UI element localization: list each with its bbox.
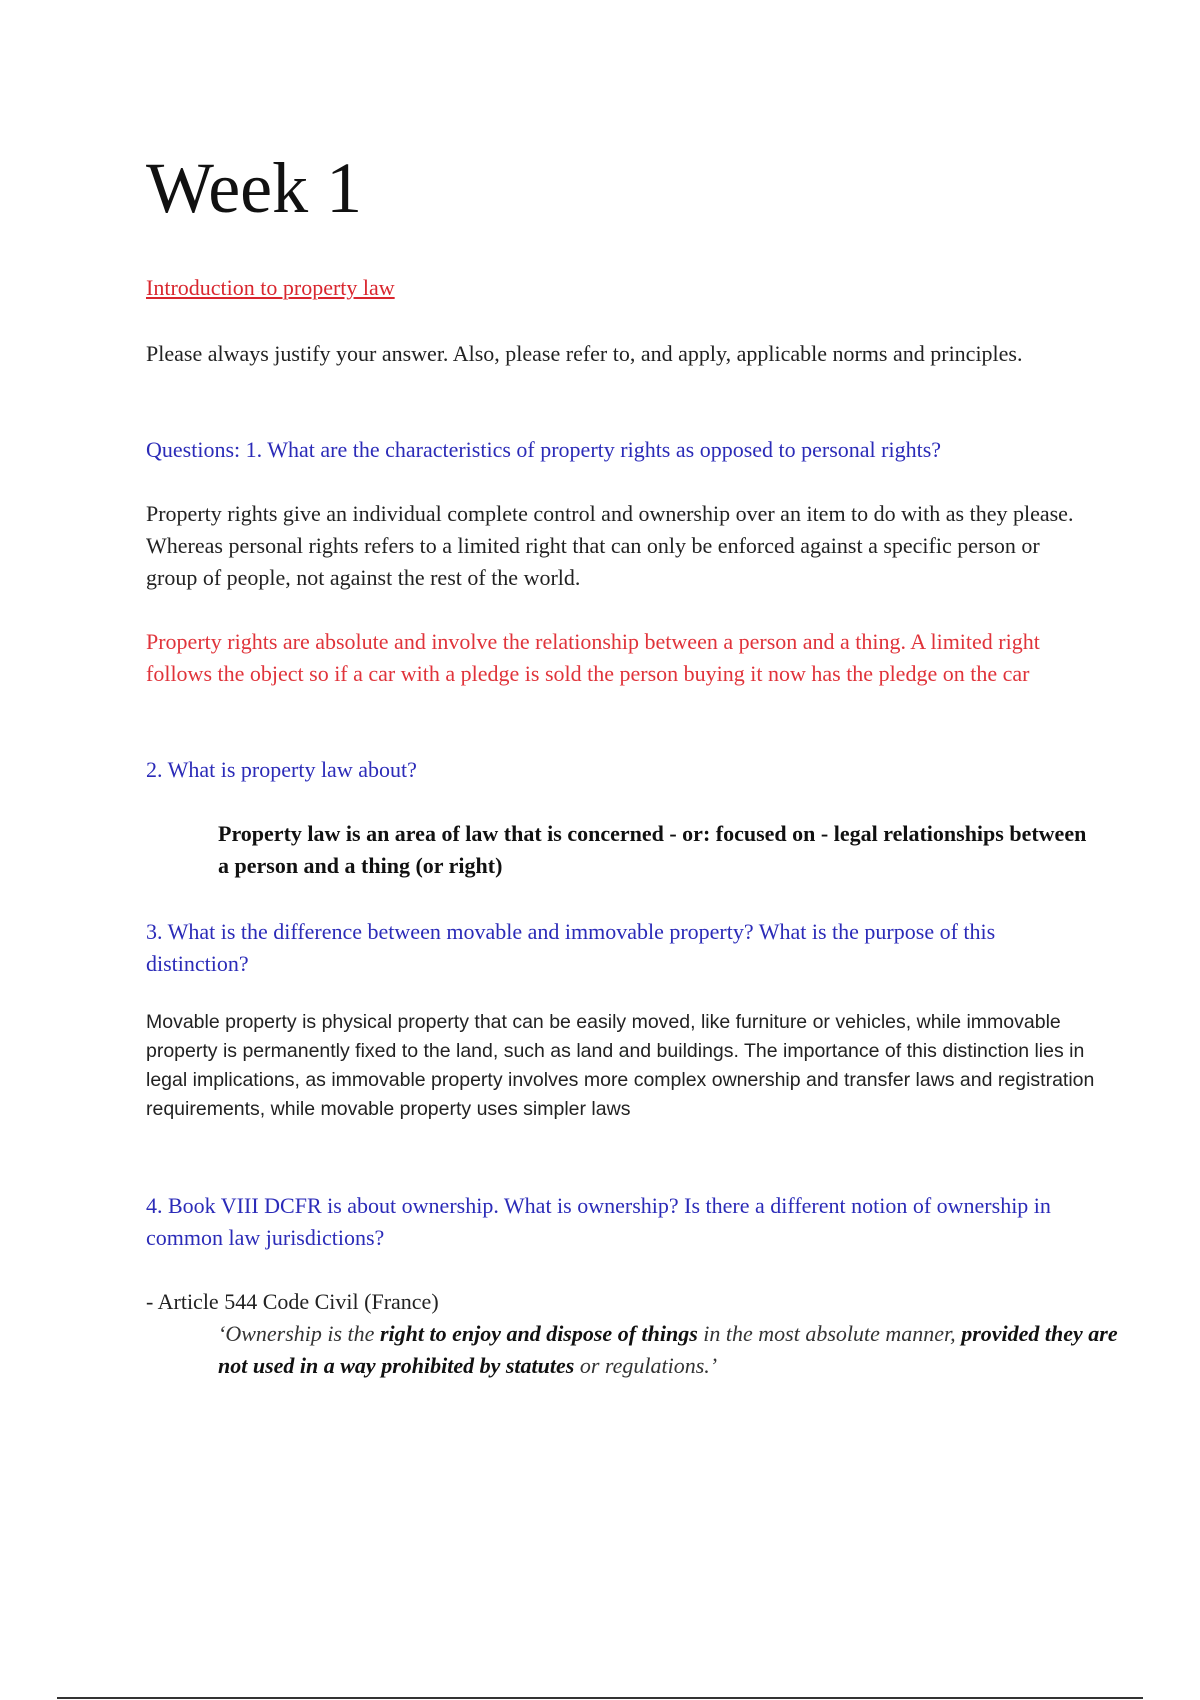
article-quote xyxy=(218,1318,1118,1382)
answer-1: Property rights give an individual complete control and ownership over an item to do with as they please. Whereas personal rights refers to a limited right that can only be enforced against a specific person or group of people, not against the rest of the world. xyxy=(146,501,1074,590)
quote-mid: in the most absolute manner, xyxy=(697,1321,962,1346)
answer-2: Property law is an area of law that is concerned - or: focused on - legal relationships between a person and a thing (or right) xyxy=(218,821,1087,878)
question-2: 2. What is property law about? xyxy=(146,757,417,782)
answer-3: Movable property is physical property that can be easily moved, like furniture or vehicles, while immovable property is permanently fixed to the land, such as land and buildings. The importance of this distinction lies in legal implications, as immovable property involves more complex ownership and transfer laws and registration requirements, while movable property uses simpler laws xyxy=(146,1011,1095,1120)
section-link[interactable]: Introduction to property law xyxy=(146,275,395,300)
quote-bold-2: provided they are not used in a way prohibited by statutes xyxy=(218,1321,1118,1378)
question-4: 4. Book VIII DCFR is about ownership. What is ownership? Is there a different notion of ownership in common law jurisdictions? xyxy=(146,1193,1051,1250)
page-bottom-rule xyxy=(57,1697,1143,1699)
article-reference: - Article 544 Code Civil (France) xyxy=(146,1289,439,1314)
question-1: Questions: 1. What are the characteristics of property rights as opposed to personal rights? xyxy=(146,437,942,462)
question-3: 3. What is the difference between movable and immovable property? What is the purpose of this distinction? xyxy=(146,919,996,976)
quote-bold-1: right to enjoy and dispose of things xyxy=(379,1321,698,1346)
quote-close: or regulations.’ xyxy=(574,1353,718,1378)
page-title: Week 1 xyxy=(146,148,363,228)
answer-1-note: Property rights are absolute and involve the relationship between a person and a thing. A limited right follows the object so if a car with a pledge is sold the person buying it now has the pledge on the car xyxy=(146,629,1040,686)
instructions-text: Please always justify your answer. Also, please refer to, and apply, applicable norms and principles. xyxy=(146,341,1023,366)
quote-open: ‘Ownership is the xyxy=(218,1321,380,1346)
section-heading xyxy=(146,272,1086,304)
